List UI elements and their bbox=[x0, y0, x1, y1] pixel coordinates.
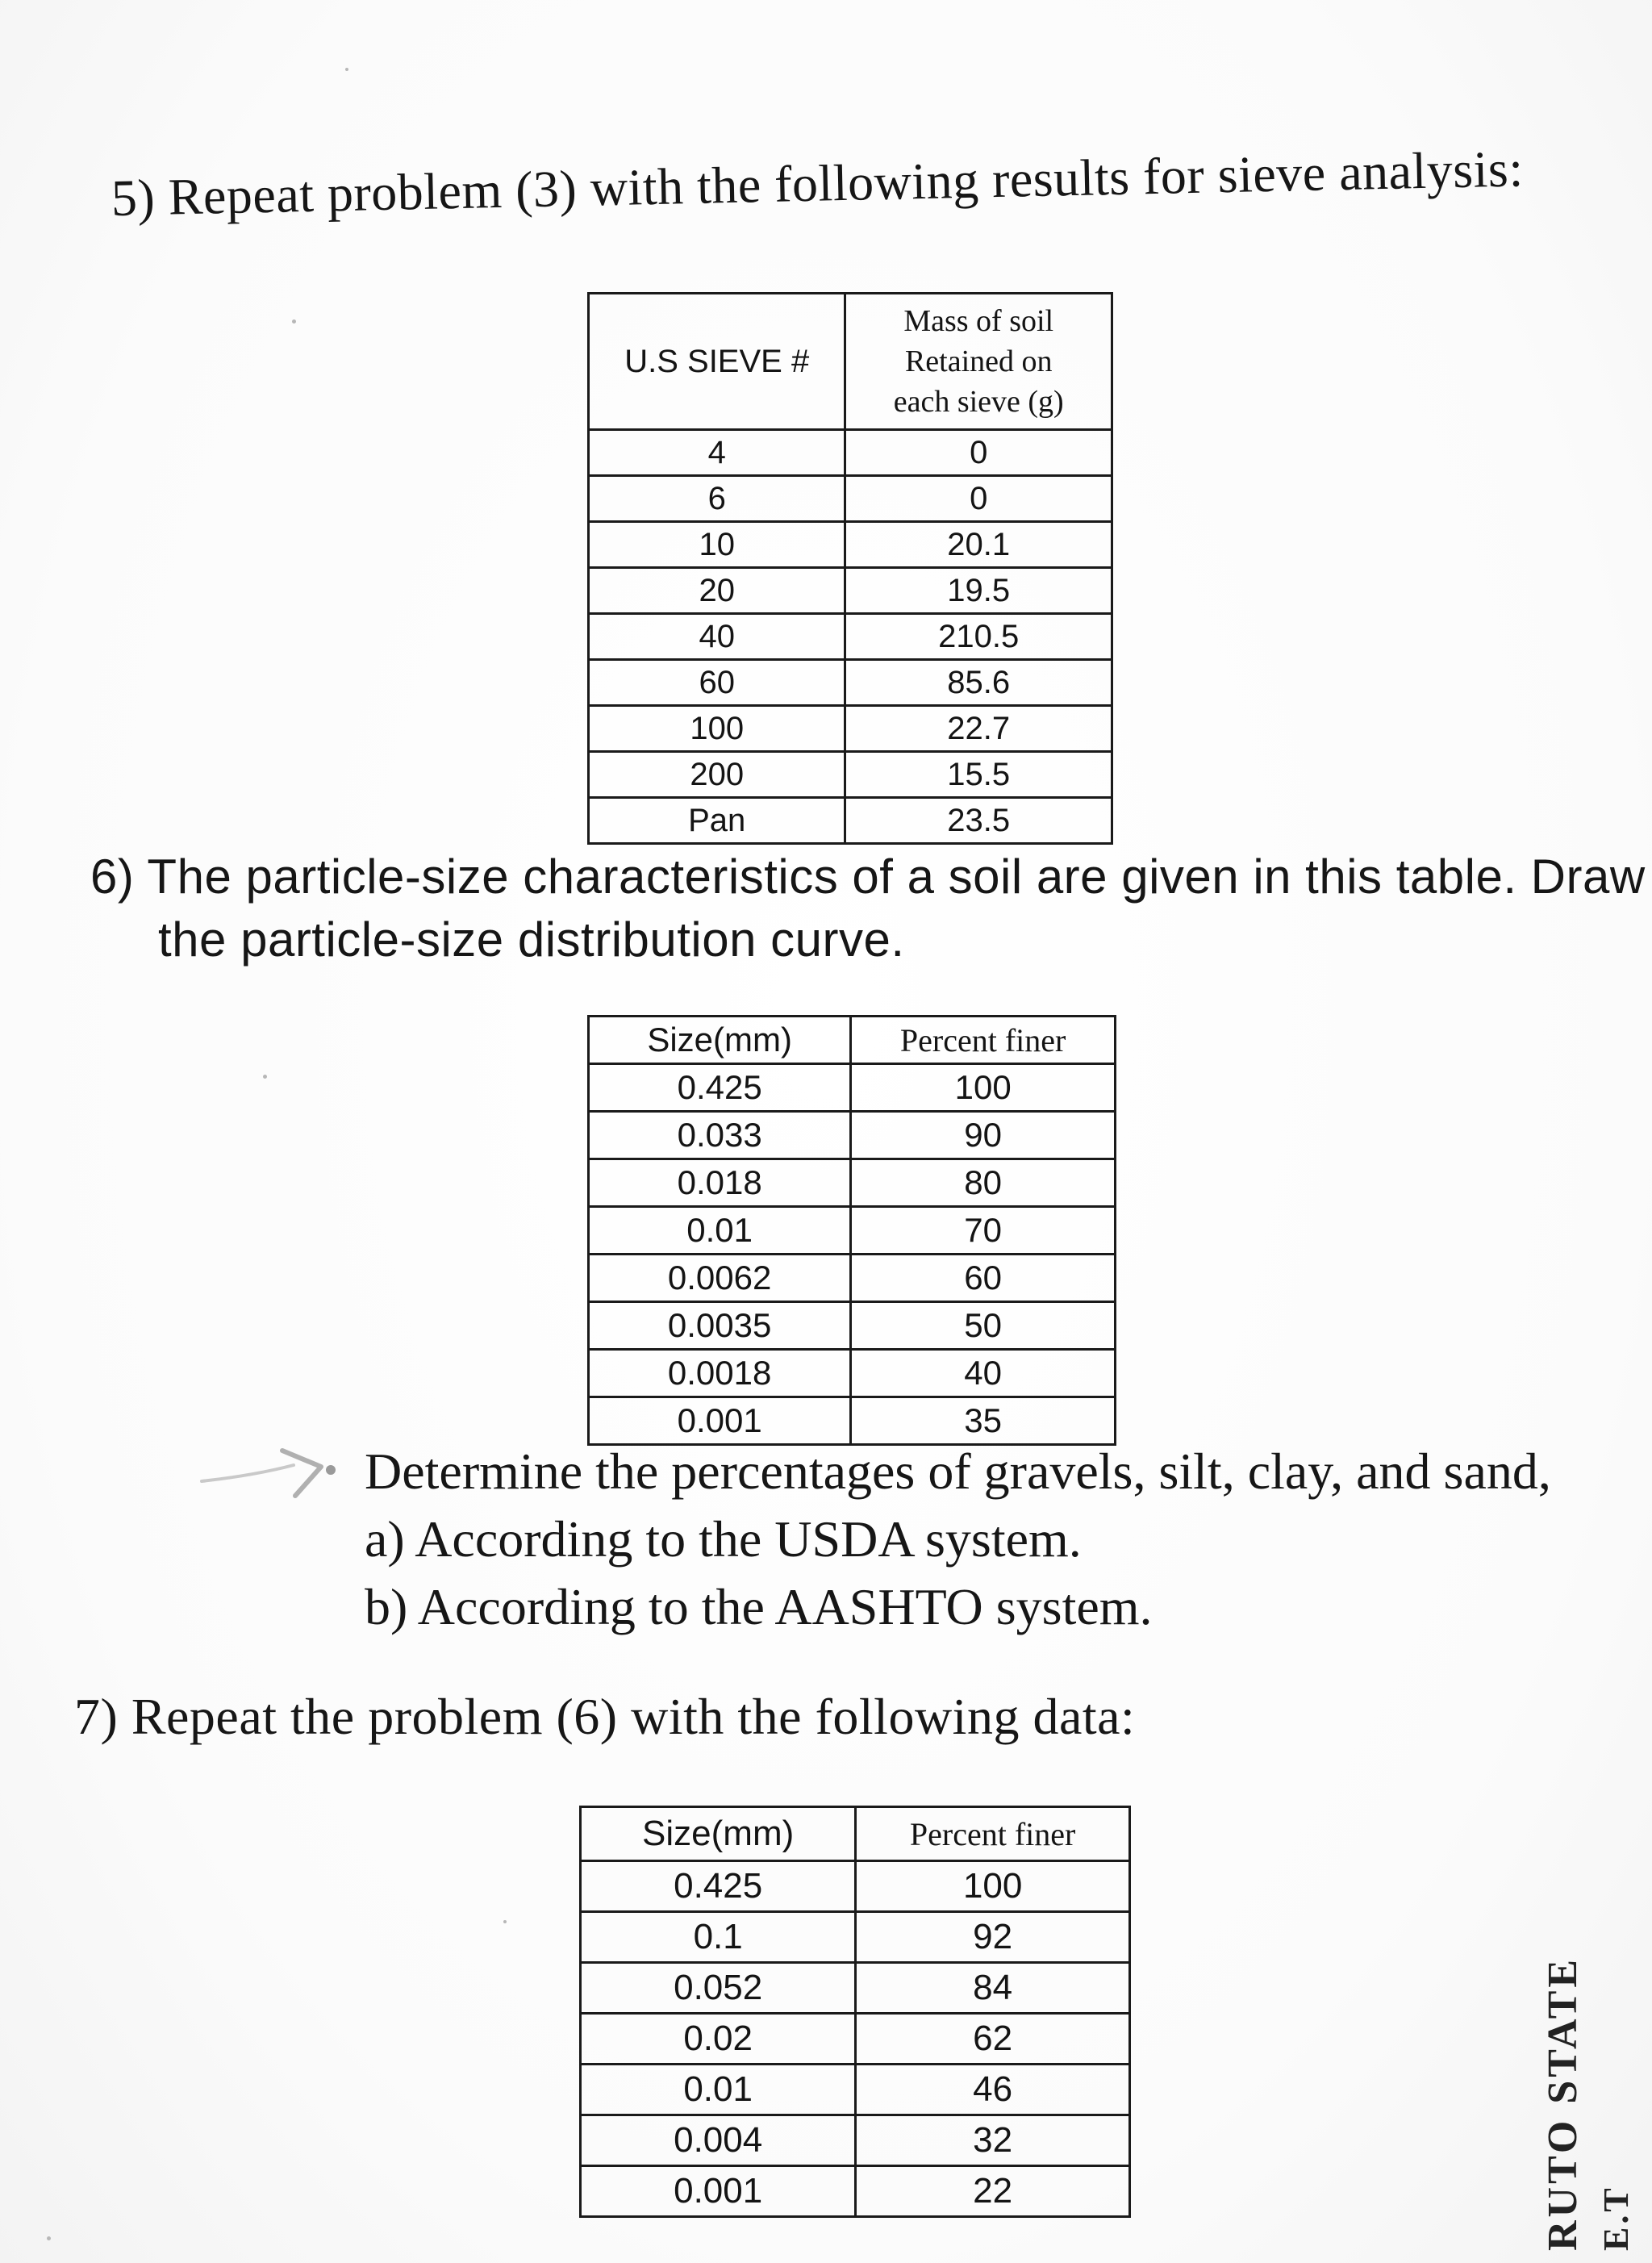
size-cell: 0.001 bbox=[589, 1397, 851, 1445]
mass-retained-cell: 23.5 bbox=[845, 798, 1112, 844]
header-line: each sieve (g) bbox=[893, 385, 1064, 419]
percent-finer-cell: 62 bbox=[856, 2014, 1130, 2065]
mass-retained-cell: 20.1 bbox=[845, 522, 1112, 568]
edge-stamp bbox=[1452, 1956, 1646, 2259]
table-row bbox=[589, 752, 1112, 798]
mass-retained-cell: 15.5 bbox=[845, 752, 1112, 798]
problem-6-heading-line2: the particle-size distribution curve. bbox=[158, 912, 905, 967]
size-cell: 0.033 bbox=[589, 1112, 851, 1159]
problem-6-heading bbox=[90, 845, 1646, 971]
mass-retained-cell: 22.7 bbox=[845, 706, 1112, 752]
percent-finer-cell: 92 bbox=[856, 1912, 1130, 1963]
size-cell: 0.001 bbox=[581, 2166, 856, 2217]
table-row bbox=[589, 430, 1112, 476]
percent-finer-cell: 35 bbox=[851, 1397, 1116, 1445]
table-row bbox=[581, 2166, 1130, 2217]
size-cell: 0.0035 bbox=[589, 1302, 851, 1350]
size-cell: 0.425 bbox=[589, 1064, 851, 1112]
problem-7-heading: 7) Repeat the problem (6) with the following data: bbox=[74, 1688, 1136, 1745]
table-row bbox=[589, 614, 1112, 660]
percent-finer-cell: 32 bbox=[856, 2115, 1130, 2166]
percent-finer-cell: 46 bbox=[856, 2065, 1130, 2115]
table-row bbox=[589, 522, 1112, 568]
paper-speck bbox=[263, 1075, 267, 1079]
column-header-percent-finer: Percent finer bbox=[851, 1017, 1116, 1064]
mass-retained-cell: 0 bbox=[845, 430, 1112, 476]
table-header-row bbox=[581, 1807, 1130, 1861]
problem-6-instructions bbox=[358, 1438, 1551, 1641]
column-header-size: Size(mm) bbox=[589, 1017, 851, 1064]
paper-speck bbox=[47, 2236, 51, 2240]
column-header-mass-retained bbox=[845, 294, 1112, 430]
instruction-a: a) According to the USDA system. bbox=[365, 1510, 1082, 1568]
size-cell: 0.02 bbox=[581, 2014, 856, 2065]
table-row bbox=[589, 1255, 1116, 1302]
sieve-number-cell: 60 bbox=[589, 660, 845, 706]
column-header-size: Size(mm) bbox=[581, 1807, 856, 1861]
paper-speck bbox=[345, 68, 348, 71]
instruction-b: b) According to the AASHTO system. bbox=[365, 1578, 1153, 1635]
table-row bbox=[589, 1302, 1116, 1350]
sieve-number-cell: 10 bbox=[589, 522, 845, 568]
table-header-row bbox=[589, 294, 1112, 430]
size-cell: 0.052 bbox=[581, 1963, 856, 2014]
particle-size-table-problem-6 bbox=[587, 1015, 1116, 1446]
column-header-percent-finer: Percent finer bbox=[856, 1807, 1130, 1861]
sieve-number-cell: 20 bbox=[589, 568, 845, 614]
table-row bbox=[581, 1912, 1130, 1963]
table-row bbox=[581, 1861, 1130, 1912]
table-row bbox=[581, 2065, 1130, 2115]
problem-5-heading: 5) Repeat problem (3) with the following results for sieve analysis: bbox=[111, 140, 1525, 227]
particle-size-table-problem-7 bbox=[579, 1806, 1131, 2218]
paper-speck bbox=[503, 1920, 507, 1923]
table-row bbox=[589, 706, 1112, 752]
hand-drawn-arrow-icon bbox=[198, 1446, 336, 1510]
header-line: Mass of soil bbox=[903, 304, 1054, 338]
size-cell: 0.0018 bbox=[589, 1350, 851, 1397]
stamp-text-line1: RUTO STATE bbox=[1540, 1956, 1586, 2251]
percent-finer-cell: 80 bbox=[851, 1159, 1116, 1207]
size-cell: 0.0062 bbox=[589, 1255, 851, 1302]
sieve-number-cell: 40 bbox=[589, 614, 845, 660]
stamp-text-line2: E.T bbox=[1596, 2185, 1636, 2251]
table-row bbox=[589, 1159, 1116, 1207]
mass-retained-cell: 85.6 bbox=[845, 660, 1112, 706]
size-cell: 0.004 bbox=[581, 2115, 856, 2166]
sieve-number-cell: 6 bbox=[589, 476, 845, 522]
percent-finer-cell: 90 bbox=[851, 1112, 1116, 1159]
header-line: Retained on bbox=[904, 344, 1053, 378]
percent-finer-cell: 70 bbox=[851, 1207, 1116, 1255]
sieve-analysis-table bbox=[587, 292, 1113, 845]
percent-finer-cell: 100 bbox=[851, 1064, 1116, 1112]
table-row bbox=[589, 476, 1112, 522]
problem-6-heading-line1: 6) The particle-size characteristics of a soil are given in this table. Draw bbox=[90, 850, 1646, 904]
table-row bbox=[581, 1963, 1130, 2014]
size-cell: 0.01 bbox=[589, 1207, 851, 1255]
table-header-row bbox=[589, 1017, 1116, 1064]
table-row bbox=[589, 1207, 1116, 1255]
percent-finer-cell: 50 bbox=[851, 1302, 1116, 1350]
table-row bbox=[589, 1112, 1116, 1159]
percent-finer-cell: 60 bbox=[851, 1255, 1116, 1302]
mass-retained-cell: 210.5 bbox=[845, 614, 1112, 660]
sieve-number-cell: 200 bbox=[589, 752, 845, 798]
size-cell: 0.01 bbox=[581, 2065, 856, 2115]
table-row bbox=[581, 2115, 1130, 2166]
table-row bbox=[589, 1064, 1116, 1112]
column-header-sieve: U.S SIEVE # bbox=[589, 294, 845, 430]
size-cell: 0.1 bbox=[581, 1912, 856, 1963]
sieve-number-cell: Pan bbox=[589, 798, 845, 844]
instruction-main: Determine the percentages of gravels, silt, clay, and sand, bbox=[365, 1443, 1551, 1500]
size-cell: 0.018 bbox=[589, 1159, 851, 1207]
size-cell: 0.425 bbox=[581, 1861, 856, 1912]
table-row bbox=[589, 798, 1112, 844]
percent-finer-cell: 84 bbox=[856, 1963, 1130, 2014]
sieve-number-cell: 100 bbox=[589, 706, 845, 752]
table-row bbox=[589, 660, 1112, 706]
percent-finer-cell: 40 bbox=[851, 1350, 1116, 1397]
table-row bbox=[589, 1350, 1116, 1397]
mass-retained-cell: 19.5 bbox=[845, 568, 1112, 614]
mass-retained-cell: 0 bbox=[845, 476, 1112, 522]
percent-finer-cell: 22 bbox=[856, 2166, 1130, 2217]
table-row bbox=[581, 2014, 1130, 2065]
percent-finer-cell: 100 bbox=[856, 1861, 1130, 1912]
sieve-number-cell: 4 bbox=[589, 430, 845, 476]
paper-speck bbox=[292, 319, 296, 324]
table-row bbox=[589, 568, 1112, 614]
